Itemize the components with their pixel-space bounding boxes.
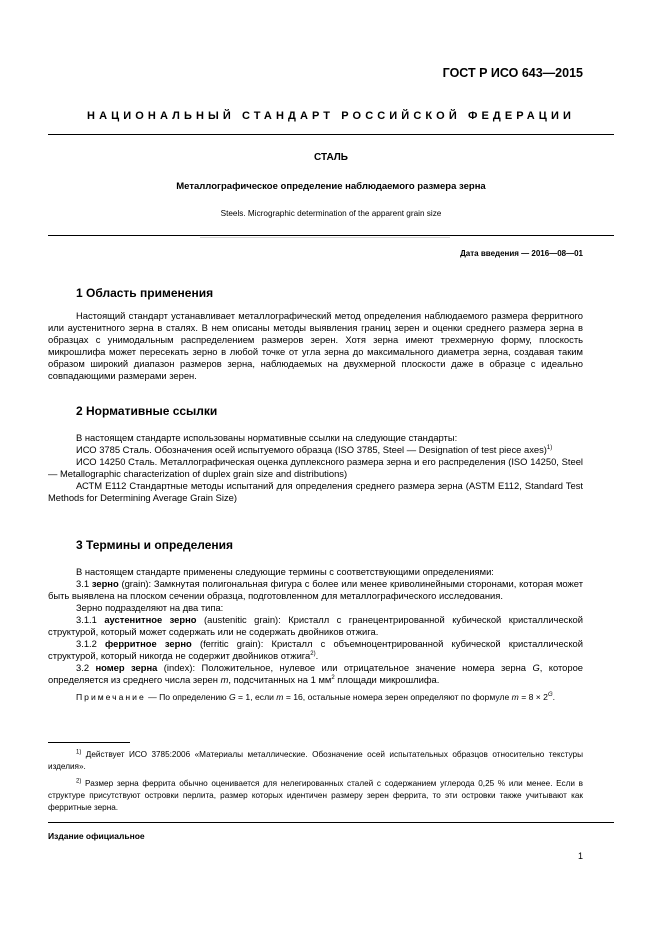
term-definition: (austenitic grain): Кристалл с гранецентрированной кубической кристаллической структурой, который может содержать или не содержать двойников отжига. (48, 614, 584, 637)
note-formula: = 8 × 2 (518, 692, 548, 702)
terms-intro: В настоящем стандарте применены следующие термины с соответствующими определениями: (76, 566, 494, 577)
term-number: 3.1.1 (76, 614, 97, 625)
term-definition-cont: , которое определяется из среднего числа зерен (48, 662, 584, 685)
section-2-heading: 2 Нормативные ссылки (76, 404, 218, 418)
top-divider (48, 134, 614, 135)
note-text: = 16, остальные номера зерен определяют по формуле (283, 692, 512, 702)
footnote-1 (48, 749, 583, 773)
section-3-body (48, 566, 583, 703)
symbol-m: m (276, 692, 284, 702)
footnote-mark: 2) (76, 778, 82, 785)
note-end: . (552, 692, 556, 702)
term-number: 3.1 (76, 578, 90, 589)
term-number: 3.1.2 (76, 638, 97, 649)
term-number: 3.2 (76, 662, 90, 673)
ref-iso-3785-text: ИСО 3785 Сталь. Обозначения осей испытуемого образца (ISO 3785, Steel — Designation of test piece axes) (76, 444, 547, 455)
document-code: ГОСТ Р ИСО 643—2015 (442, 66, 583, 80)
symbol-g: G (532, 662, 540, 673)
footnote-mark: 1) (76, 749, 82, 756)
term-definition: (ferritic grain): Кристалл с объемноцентрированной кубической кристаллической структурой, который никогда не содержит двойников отжига (48, 638, 584, 661)
term-3-1-1 (48, 614, 583, 638)
ref-iso-3785 (48, 444, 583, 456)
superscript-2: 2 (331, 674, 335, 681)
note-text: = 1, если (235, 692, 277, 702)
term-3-1-2 (48, 638, 583, 662)
symbol-g: G (228, 692, 236, 702)
term-name: номер зерна (95, 662, 158, 673)
english-title: Steels. Micrographic determination of the apparent grain size (220, 209, 442, 218)
term-end: . (315, 650, 319, 661)
term-name: зерно (91, 578, 119, 589)
title-divider (48, 235, 614, 236)
refs-intro: В настоящем стандарте использованы нормативные ссылки на следующие стандарты: (76, 432, 458, 443)
term-3-1 (48, 578, 583, 602)
section-1-text: Настоящий стандарт устанавливает металлографический метод определения наблюдаемого размера ферритного или аустенитного зерна в сталях. В нем описаны методы выявления границ зерен и оценки среднего размера зерна в образцах с унимодальным распределением размеров зерен. Хотя зерна имеют трехмерную форму, плоскость микрошлифа может пересекать зерно в любой точке от угла зерна до максимального диаметра зерна, создавая таким образом широкий диапазон размеров зерна, наблюдаемых на двухмерной плоскости даже в образце с идеально совпадающими размерами зерен. (48, 310, 583, 381)
term-name: ферритное зерно (105, 638, 192, 649)
footnote-ref-2: 2) (310, 650, 316, 657)
term-definition-cont: , подсчитанных на 1 мм (228, 674, 332, 685)
footnote-text: Размер зерна феррита обычно оценивается для нелегированных сталей с содержанием углерода 0,25 % или менее. Если в структуре присутствуют островки перлита, размер которых идентичен размеру зерен феррита, то эти островки также учитывают как ферритные зерна. (48, 779, 583, 812)
footnotes (48, 749, 583, 814)
term-definition-end: площади микрошлифа. (334, 674, 440, 685)
note-label: Примечание (76, 692, 146, 702)
note (48, 691, 583, 703)
section-2-body (48, 432, 583, 504)
ref-astm-e112: АСТМ Е112 Стандартные методы испытаний для определения среднего размера зерна (ASTM E112, Standard Test Methods for Determining Average Grain Size) (48, 480, 583, 503)
term-3-2 (48, 662, 583, 686)
footnote-ref-1: 1) (546, 444, 553, 451)
footnote-text: Действует ИСО 3785:2006 «Материалы металлические. Обозначение осей испытательных образцов относительно текстуры изделия». (48, 750, 583, 771)
symbol-m: m (220, 674, 229, 685)
symbol-m: m (511, 692, 519, 702)
official-edition: Издание официальное (48, 831, 145, 841)
standard-title: СТАЛЬ (314, 152, 348, 163)
footnote-divider (48, 742, 130, 743)
footnote-2 (48, 778, 583, 814)
grain-types: Зерно подразделяют на два типа: (76, 602, 224, 613)
ref-iso-14250: ИСО 14250 Сталь. Металлографическая оценка дуплексного размера зерна и его распределения (ISO 14250, Steel — Metallographic characterization of duplex grain size and distributions) (48, 456, 583, 479)
national-standard-banner: НАЦИОНАЛЬНЫЙ СТАНДАРТ РОССИЙСКОЙ ФЕДЕРАЦИИ (87, 110, 575, 122)
intro-date: Дата введения — 2016—08—01 (460, 249, 583, 258)
standard-subtitle: Металлографическое определение наблюдаемого размера зерна (176, 181, 486, 192)
term-definition: (index): Положительное, нулевое или отрицательное значение номера зерна (157, 662, 533, 673)
term-definition: (grain): Замкнутая полигональная фигура с более или менее криволинейными сторонами, которая может быть выявлена на плоском сечении образца, подготовленном для металлографического исследования. (48, 578, 583, 601)
footer-divider (48, 822, 614, 823)
superscript-g: G (547, 692, 553, 699)
term-name: аустенитное зерно (104, 614, 197, 625)
note-text: — По определению (145, 692, 229, 702)
section-1-body (48, 310, 583, 382)
faint-line (200, 237, 450, 238)
page-number: 1 (577, 851, 583, 861)
section-1-heading: 1 Область применения (76, 286, 214, 300)
section-3-heading: 3 Термины и определения (76, 538, 234, 552)
